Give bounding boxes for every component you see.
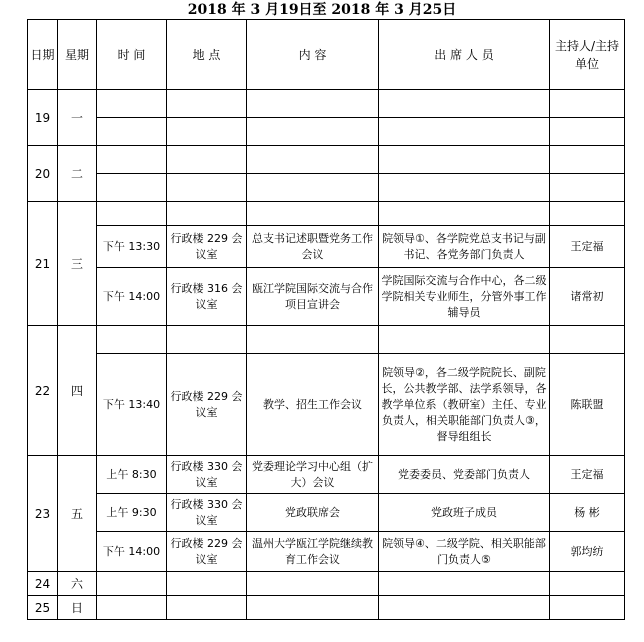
attendees-cell: 院领导②，各二级学院院长、副院长，公共教学部、法学系领导，各教学单位系（教研室）主任、专业负责人，相关职能部门负责人③，督导组组长 — [379, 354, 550, 456]
time-cell: 下午 14:00 — [97, 268, 167, 326]
table-row — [28, 494, 625, 532]
table-row — [28, 326, 625, 354]
schedule-table — [27, 19, 625, 620]
header-date: 日期 — [28, 20, 58, 90]
attendees-cell: 院领导④、二级学院、相关职能部门负责人⑤ — [379, 532, 550, 572]
attendees-cell: 学院国际交流与合作中心，各二级学院相关专业师生，分管外事工作辅导员 — [379, 268, 550, 326]
date-cell: 20 — [28, 146, 58, 202]
time-cell: 下午 13:40 — [97, 354, 167, 456]
table-row — [28, 572, 625, 596]
table-row — [28, 90, 625, 118]
place-cell: 行政楼 229 会议室 — [167, 532, 247, 572]
content-cell: 党政联席会 — [247, 494, 379, 532]
header-attendees: 出 席 人 员 — [379, 20, 550, 90]
date-cell: 19 — [28, 90, 58, 146]
weekday-cell: 二 — [58, 146, 97, 202]
time-cell: 上午 8:30 — [97, 456, 167, 494]
attendees-cell: 党委委员、党委部门负责人 — [379, 456, 550, 494]
host-cell: 诸常初 — [550, 268, 625, 326]
schedule-title: 2018 年 3 月19日至 2018 年 3 月25日 — [187, 2, 457, 18]
date-cell: 24 — [28, 572, 58, 596]
content-cell: 党委理论学习中心组（扩大）会议 — [247, 456, 379, 494]
place-cell: 行政楼 316 会议室 — [167, 268, 247, 326]
header-host: 主持人/主持单位 — [550, 20, 625, 90]
host-cell: 陈联盟 — [550, 354, 625, 456]
place-cell: 行政楼 229 会议室 — [167, 226, 247, 268]
table-row — [28, 118, 625, 146]
time-cell: 下午 14:00 — [97, 532, 167, 572]
header-place: 地 点 — [167, 20, 247, 90]
host-cell: 郭均纺 — [550, 532, 625, 572]
time-cell: 上午 9:30 — [97, 494, 167, 532]
weekday-cell: 五 — [58, 456, 97, 572]
place-cell: 行政楼 229 会议室 — [167, 354, 247, 456]
table-row — [28, 174, 625, 202]
weekday-cell: 四 — [58, 326, 97, 456]
header-row — [28, 20, 625, 90]
weekday-cell: 一 — [58, 90, 97, 146]
weekday-cell: 三 — [58, 202, 97, 326]
header-time: 时 间 — [97, 20, 167, 90]
attendees-cell: 党政班子成员 — [379, 494, 550, 532]
table-row — [28, 226, 625, 268]
date-cell: 21 — [28, 202, 58, 326]
weekday-cell: 日 — [58, 596, 97, 620]
date-cell: 22 — [28, 326, 58, 456]
table-row — [28, 596, 625, 620]
attendees-cell: 院领导①、各学院党总支书记与副书记、各党务部门负责人 — [379, 226, 550, 268]
table-row — [28, 354, 625, 456]
content-cell: 温州大学瓯江学院继续教育工作会议 — [247, 532, 379, 572]
table-row — [28, 456, 625, 494]
header-content: 内 容 — [247, 20, 379, 90]
table-row — [28, 202, 625, 226]
time-cell: 下午 13:30 — [97, 226, 167, 268]
table-row — [28, 268, 625, 326]
host-cell: 王定福 — [550, 456, 625, 494]
weekday-cell: 六 — [58, 572, 97, 596]
date-cell: 23 — [28, 456, 58, 572]
place-cell: 行政楼 330 会议室 — [167, 456, 247, 494]
place-cell: 行政楼 330 会议室 — [167, 494, 247, 532]
host-cell: 杨 彬 — [550, 494, 625, 532]
table-row — [28, 532, 625, 572]
content-cell: 瓯江学院国际交流与合作项目宣讲会 — [247, 268, 379, 326]
table-row — [28, 146, 625, 174]
header-weekday: 星期 — [58, 20, 97, 90]
host-cell: 王定福 — [550, 226, 625, 268]
date-cell: 25 — [28, 596, 58, 620]
content-cell: 总支书记述职暨党务工作会议 — [247, 226, 379, 268]
content-cell: 教学、招生工作会议 — [247, 354, 379, 456]
